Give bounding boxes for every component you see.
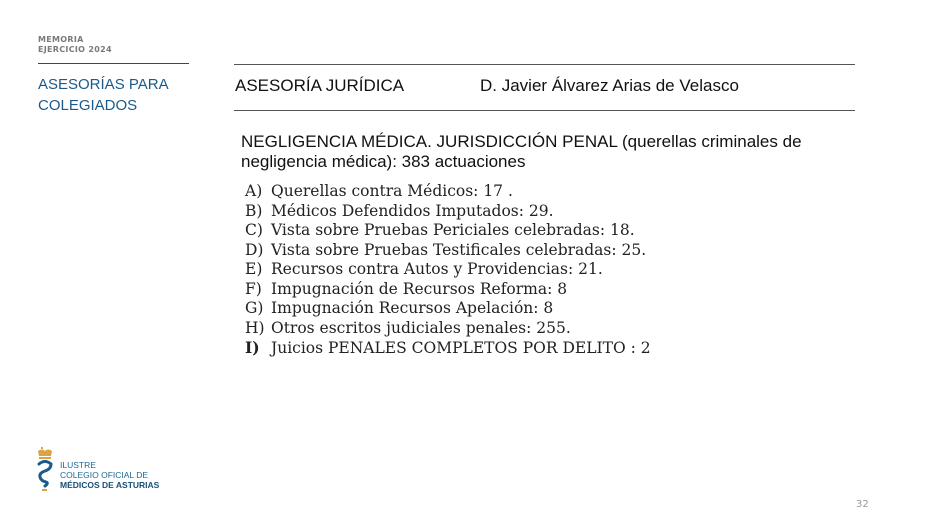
person-name: D. Javier Álvarez Arias de Velasco bbox=[480, 76, 739, 95]
list-item bbox=[245, 280, 651, 300]
item-text: Médicos Defendidos Imputados: 29. bbox=[271, 201, 554, 220]
college-name-line2: COLEGIO OFICIAL DE bbox=[60, 470, 149, 480]
item-letter: D) bbox=[245, 240, 264, 259]
section-title-line1: ASESORÍAS PARA bbox=[38, 76, 169, 93]
activity-list bbox=[245, 182, 651, 359]
item-text: Otros escritos judiciales penales: 255. bbox=[271, 318, 571, 337]
item-text: Querellas contra Médicos: 17 . bbox=[271, 182, 513, 200]
report-label bbox=[38, 35, 112, 55]
item-letter: G) bbox=[245, 299, 264, 317]
college-name-line1: ILUSTRE bbox=[60, 460, 96, 470]
item-text: Impugnación Recursos Apelación: 8 bbox=[271, 299, 554, 317]
header-bottom-divider bbox=[234, 110, 855, 111]
item-letter: A) bbox=[245, 182, 263, 200]
list-item bbox=[245, 182, 651, 202]
list-item bbox=[245, 221, 651, 241]
college-name-line3: MÉDICOS DE ASTURIAS bbox=[60, 480, 160, 490]
item-text: Recursos contra Autos y Providencias: 21. bbox=[271, 260, 603, 278]
item-letter: H) bbox=[245, 318, 265, 337]
item-text: Vista sobre Pruebas Periciales celebradas: 18. bbox=[271, 221, 635, 239]
item-letter: C) bbox=[245, 221, 263, 239]
item-text: Vista sobre Pruebas Testificales celebradas: 25. bbox=[271, 240, 647, 259]
item-letter: E) bbox=[245, 260, 263, 278]
item-letter: B) bbox=[245, 201, 263, 220]
item-letter: F) bbox=[245, 279, 262, 298]
intro-line1: NEGLIGENCIA MÉDICA. JURISDICCIÓN PENAL (querellas criminales de bbox=[241, 132, 802, 151]
list-item bbox=[245, 202, 651, 222]
list-item bbox=[245, 338, 651, 359]
report-label-line1: MEMORIA bbox=[38, 35, 84, 44]
intro-line2: negligencia médica): 383 actuaciones bbox=[241, 152, 526, 171]
page-number: 32 bbox=[856, 499, 869, 510]
list-item bbox=[245, 299, 651, 319]
section-title-line2: COLEGIADOS bbox=[38, 97, 138, 114]
college-name bbox=[60, 460, 159, 490]
item-text: Impugnación de Recursos Reforma: 8 bbox=[271, 279, 568, 298]
college-logo-icon bbox=[36, 447, 54, 497]
department-title: ASESORÍA JURÍDICA bbox=[235, 76, 405, 95]
report-label-line2: EJERCICIO 2024 bbox=[38, 45, 112, 54]
sidebar-divider bbox=[38, 63, 189, 64]
intro-text bbox=[241, 132, 851, 172]
list-item bbox=[245, 260, 651, 280]
section-title bbox=[38, 74, 169, 116]
list-item bbox=[245, 319, 651, 339]
item-text: Juicios PENALES COMPLETOS POR DELITO : 2 bbox=[271, 339, 651, 357]
item-letter: I) bbox=[245, 338, 260, 357]
header-top-divider bbox=[234, 64, 855, 65]
list-item bbox=[245, 241, 651, 261]
